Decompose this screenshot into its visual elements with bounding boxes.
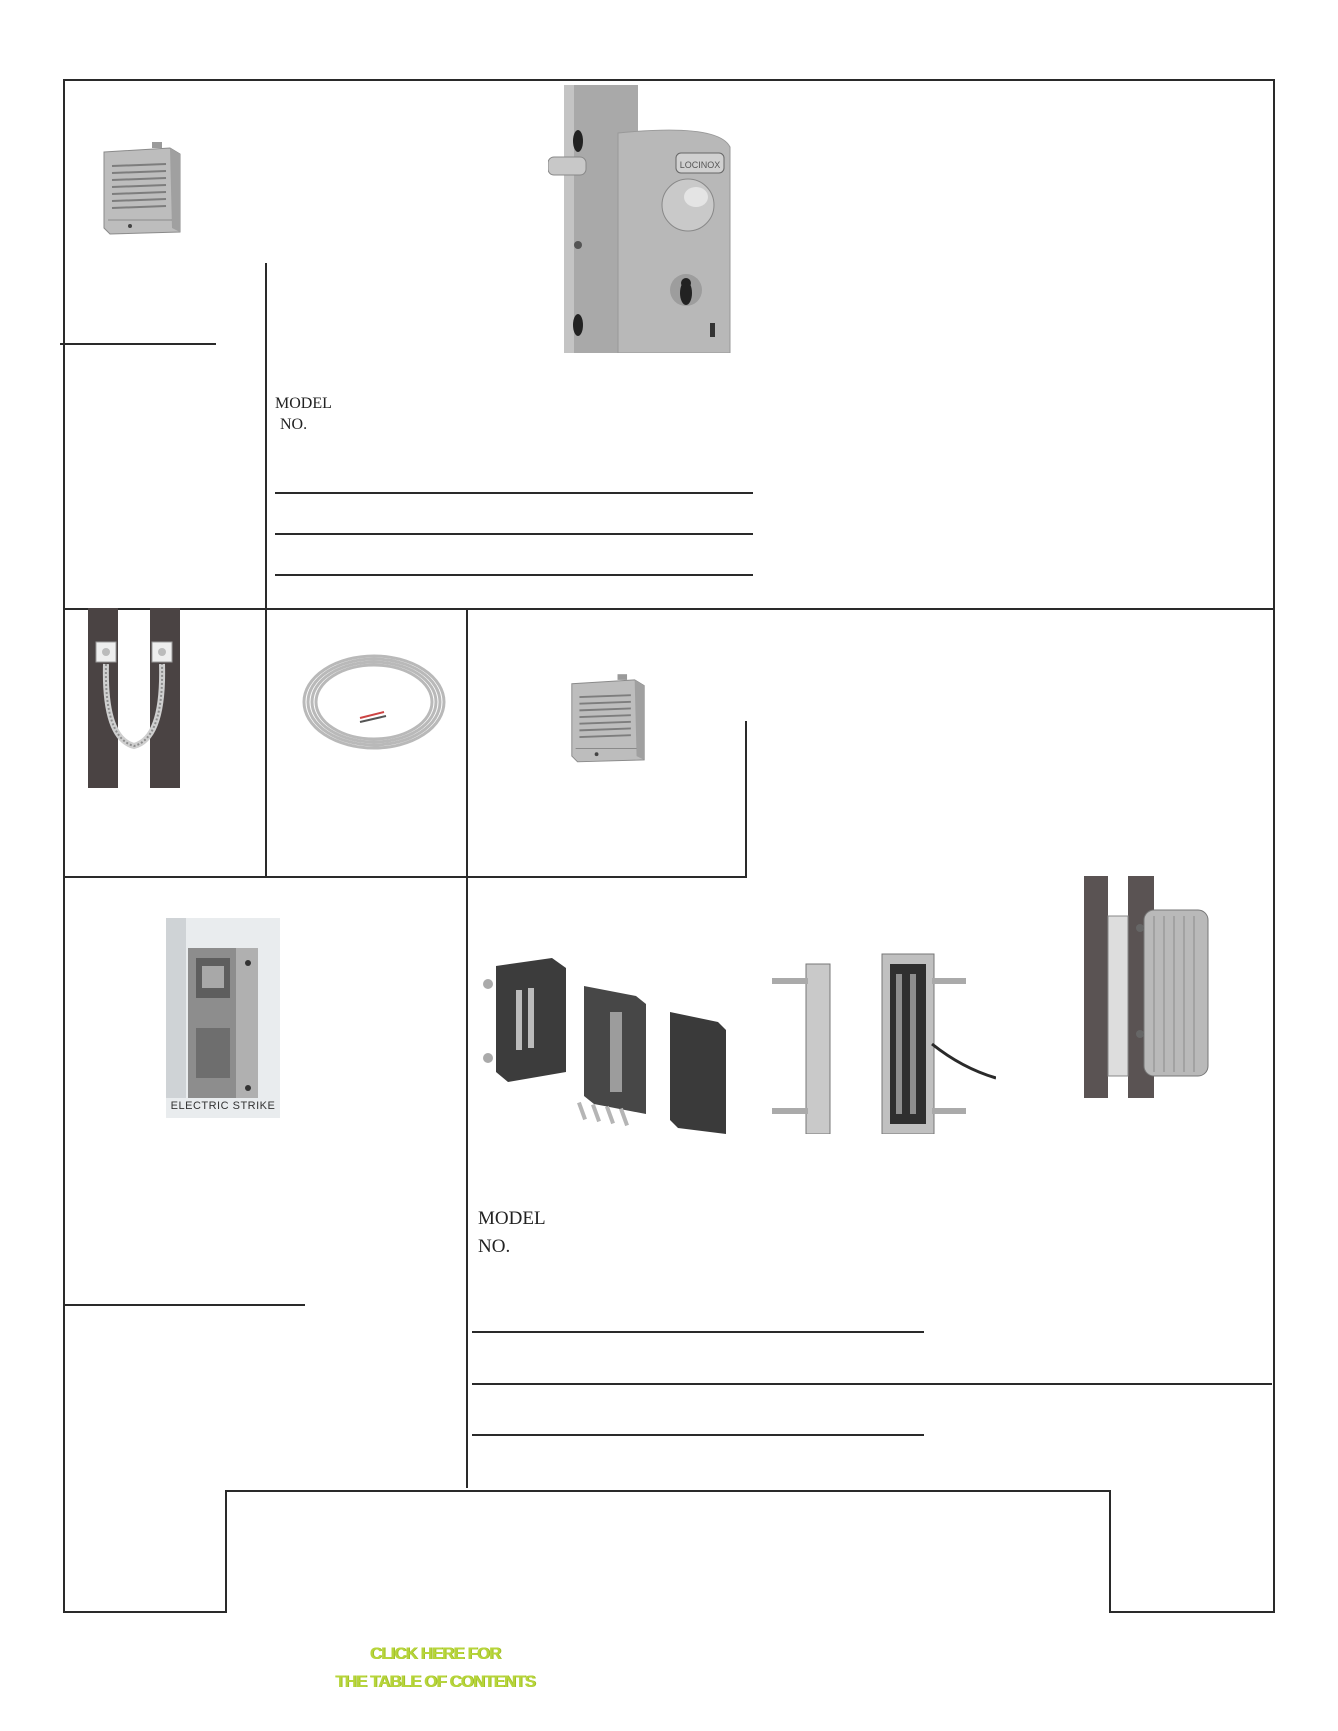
toc-link-line-1[interactable]: CLICK HERE FOR bbox=[369, 1644, 501, 1663]
middle-divider-2 bbox=[466, 608, 468, 1488]
frame-right-border bbox=[1273, 79, 1275, 1613]
top-model-label: MODEL bbox=[275, 395, 332, 412]
top-section-bottom-rule bbox=[63, 608, 1275, 610]
surface-mag-lock-image bbox=[1084, 876, 1212, 1098]
power-supply-image bbox=[100, 140, 184, 236]
mag-lock-pair-image bbox=[772, 948, 996, 1134]
electric-strike-image bbox=[166, 918, 280, 1118]
bottom-table-rule-2 bbox=[472, 1383, 1272, 1385]
top-table-rule-2 bbox=[275, 533, 753, 535]
table-of-contents-link[interactable] bbox=[300, 1640, 570, 1696]
gate-lock-image bbox=[548, 85, 736, 353]
mag-lock-kit-image bbox=[482, 952, 738, 1134]
top-left-short-rule bbox=[60, 343, 216, 345]
locinox-badge: LOCINOX bbox=[679, 160, 721, 170]
electric-strike-caption: ELECTRIC STRIKE bbox=[170, 1100, 276, 1112]
frame-bottom-left bbox=[63, 1611, 227, 1613]
middle-row-bottom-rule bbox=[63, 876, 747, 878]
frame-top-border bbox=[63, 79, 1275, 81]
power-supply-image-2 bbox=[568, 672, 648, 764]
frame-bottom-right bbox=[1109, 1611, 1275, 1613]
footer-notch-right bbox=[1109, 1490, 1111, 1613]
door-loop-image bbox=[86, 608, 182, 788]
footer-notch-left bbox=[225, 1490, 227, 1613]
top-left-column-divider bbox=[265, 263, 267, 877]
middle-power-box-right bbox=[745, 721, 747, 877]
bottom-model-label: MODEL bbox=[478, 1208, 546, 1229]
footer-notch-top bbox=[225, 1490, 1111, 1492]
toc-link-line-2[interactable]: THE TABLE OF CONTENTS bbox=[335, 1672, 535, 1691]
top-table-rule-1 bbox=[275, 492, 753, 494]
bottom-left-short-rule bbox=[63, 1304, 305, 1306]
wire-coil-image bbox=[298, 648, 450, 758]
bottom-table-rule-3 bbox=[472, 1434, 924, 1436]
top-table-rule-3 bbox=[275, 574, 753, 576]
bottom-table-rule-1 bbox=[472, 1331, 924, 1333]
bottom-number-label: NO. bbox=[478, 1236, 511, 1257]
top-number-label: NO. bbox=[280, 416, 308, 433]
frame-left-border bbox=[63, 79, 65, 1613]
